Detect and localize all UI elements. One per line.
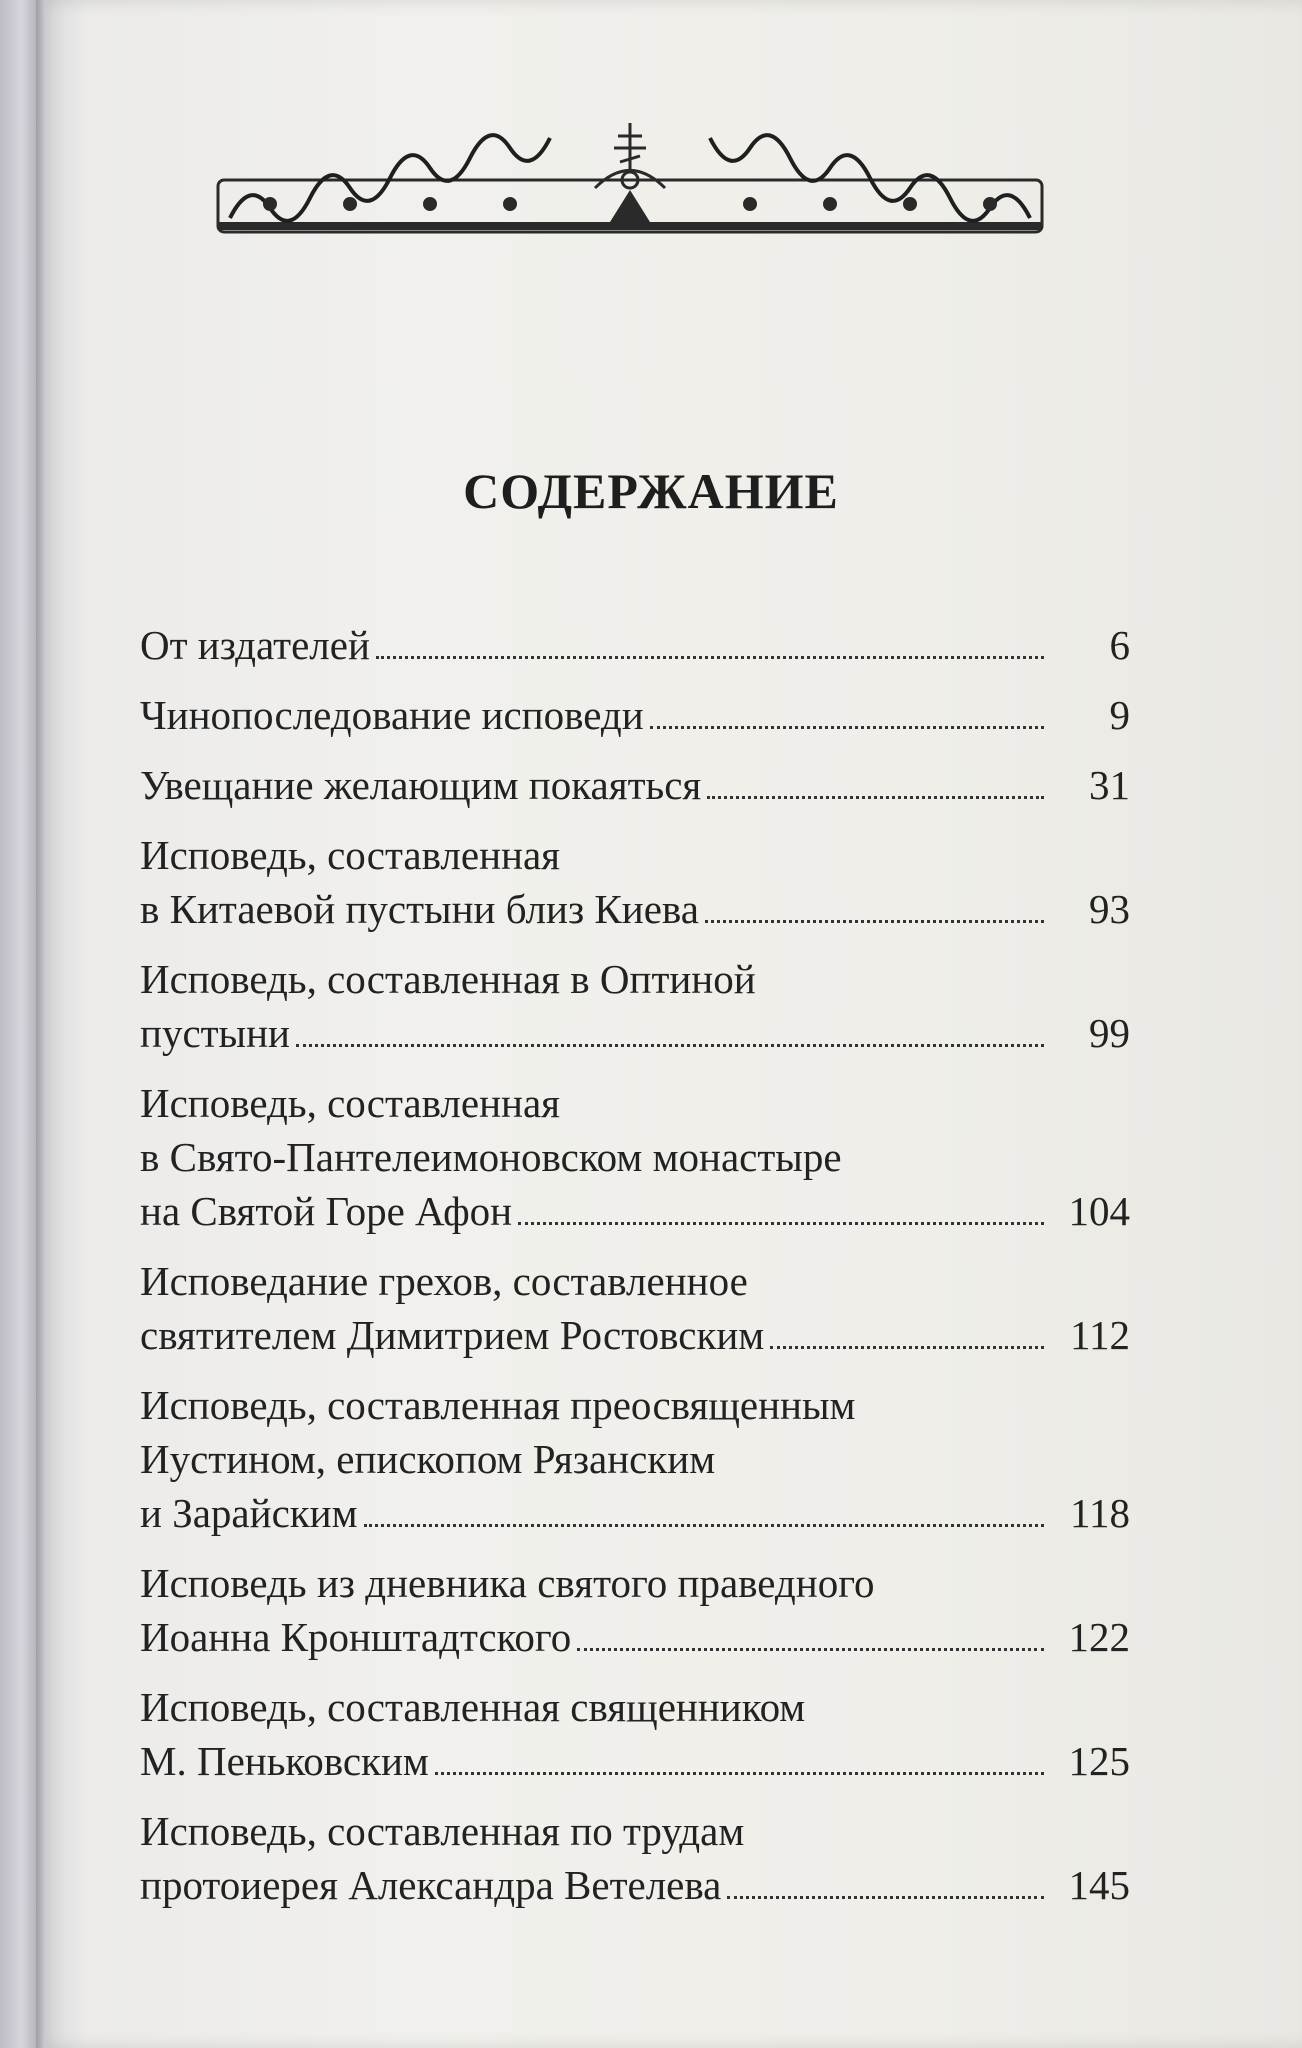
toc-entry — [140, 1680, 1130, 1788]
toc-entry-last-line — [140, 1610, 1050, 1664]
dot-leader — [650, 726, 1044, 729]
toc-entry — [140, 618, 1130, 672]
toc-entry-line: Исповедь, составленная — [140, 832, 561, 878]
toc-entry-line: Исповедь, составленная по трудам — [140, 1808, 745, 1854]
page-title: СОДЕРЖАНИЕ — [463, 463, 839, 519]
toc-entry-last-line — [140, 688, 1050, 742]
toc-entry-last-line — [140, 1308, 1050, 1362]
toc-entry-line: Чинопоследование исповеди — [140, 692, 644, 738]
page-gutter — [36, 0, 46, 2048]
dot-leader — [707, 796, 1044, 799]
toc-entry-title — [140, 758, 1050, 812]
toc-page-number: 99 — [1089, 1010, 1130, 1056]
toc-page-number: 104 — [1068, 1188, 1130, 1234]
toc-entry-last-line — [140, 1734, 1050, 1788]
toc-entry-line: на Святой Горе Афон — [140, 1188, 513, 1234]
toc-entry-title — [140, 1804, 1050, 1912]
toc-entry — [140, 1378, 1130, 1540]
toc-entry-line: От издателей — [140, 622, 370, 668]
dot-leader — [577, 1648, 1044, 1651]
toc-entry-line: Увещание желающим покаяться — [140, 762, 702, 808]
toc-page-number: 122 — [1068, 1614, 1130, 1660]
dot-leader — [705, 920, 1044, 923]
toc-entry — [140, 1556, 1130, 1664]
toc-entry-line: Исповедь из дневника святого праведного — [140, 1560, 875, 1606]
toc-entry — [140, 688, 1130, 742]
toc-entry-last-line — [140, 882, 1050, 936]
toc-entry-title — [140, 618, 1050, 672]
dot-leader — [727, 1896, 1044, 1899]
dot-leader — [518, 1222, 1044, 1225]
toc-entry-line: Исповедь, составленная в Оптиной — [140, 956, 756, 1002]
toc-entry-line: протоиерея Александра Ветелева — [140, 1862, 722, 1908]
toc-page-number: 93 — [1089, 886, 1130, 932]
toc-entry-line: Иоанна Кронштадтского — [140, 1614, 572, 1660]
toc-page-number: 125 — [1068, 1738, 1130, 1784]
toc-entry — [140, 1076, 1130, 1238]
dot-leader — [364, 1524, 1044, 1527]
toc-entry-title — [140, 1076, 1050, 1238]
dot-leader — [770, 1346, 1044, 1349]
toc-entry-line: Исповедь, составленная преосвященным — [140, 1382, 856, 1428]
toc-page-number: 31 — [1089, 762, 1130, 808]
toc-entry-last-line — [140, 1858, 1050, 1912]
toc-entry-title — [140, 688, 1050, 742]
toc-entry-last-line — [140, 758, 1050, 812]
toc-entry-line: Исповедь, составленная — [140, 1080, 561, 1126]
toc-entry-line: Исповедь, составленная священником — [140, 1684, 806, 1730]
toc-page-number: 145 — [1068, 1862, 1130, 1908]
toc-entry — [140, 758, 1130, 812]
toc-entry-title — [140, 952, 1050, 1060]
toc-entry-last-line — [140, 1006, 1050, 1060]
toc-page-number: 6 — [1109, 622, 1130, 668]
ornament-headpiece — [210, 118, 1050, 243]
toc-entry-line: Исповедание грехов, составленное — [140, 1258, 748, 1304]
toc-page-number: 118 — [1070, 1490, 1130, 1536]
toc-entry-title — [140, 1556, 1050, 1664]
toc-entry-line: Иустином, епископом Рязанским — [140, 1436, 716, 1482]
toc-entry — [140, 828, 1130, 936]
toc-page-number: 9 — [1109, 692, 1130, 738]
toc-entry-line: М. Пеньковским — [140, 1738, 429, 1784]
toc-entry-line: пустыни — [140, 1010, 290, 1056]
toc-entry-last-line — [140, 1184, 1050, 1238]
toc-entry — [140, 952, 1130, 1060]
toc-page-number: 112 — [1070, 1312, 1130, 1358]
toc-entry-line: в Свято-Пантелеимоновском монастыре — [140, 1134, 842, 1180]
table-of-contents — [140, 618, 1130, 1928]
toc-entry-title — [140, 1680, 1050, 1788]
toc-entry-last-line — [140, 1486, 1050, 1540]
toc-entry — [140, 1254, 1130, 1362]
toc-entry-last-line — [140, 618, 1050, 672]
book-spine — [0, 0, 36, 2048]
toc-entry-title — [140, 1254, 1050, 1362]
dot-leader — [296, 1044, 1044, 1047]
toc-entry-title — [140, 1378, 1050, 1540]
dot-leader — [376, 656, 1044, 659]
toc-entry-line: в Китаевой пустыни близ Киева — [140, 886, 699, 932]
toc-entry-line: святителем Димитрием Ростовским — [140, 1312, 765, 1358]
toc-entry-line: и Зарайским — [140, 1490, 358, 1536]
toc-entry-title — [140, 828, 1050, 936]
toc-entry — [140, 1804, 1130, 1912]
dot-leader — [435, 1772, 1044, 1775]
